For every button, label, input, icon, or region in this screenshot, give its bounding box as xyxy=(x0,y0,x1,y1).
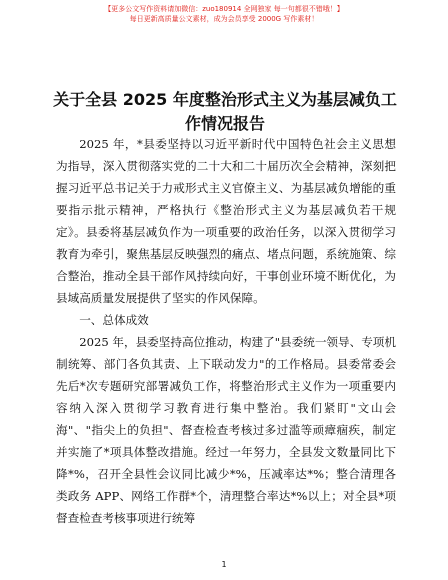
results-paragraph: 2025 年，县委坚持高位推动，构建了"县委统一领导、专项机制统筹、部门各负其责、上下联动发力"的工作格局。县委常委会先后*次专题研究部署减负工作，将整治形式主义作为一项重要内容纳入深入贯彻学习教育进行集中整治。我们紧盯"文山会海"、"指尖上的负担"、督查检查考核过多过滥等顽瘴痼疾，制定并实施了*项具体整改措施。经过一年努力，全县发文数量同比下降*%，召开全县性会议同比减少*%，压减率达*%；整合清理各类政务 APP、网络工作群*个，清理整合率达*%以上；对全县*项督查检查考核事项进行统筹 xyxy=(56,335,396,525)
intro-paragraph: 2025 年，*县委坚持以习近平新时代中国特色社会主义思想为指导，深入贯彻落实党的二十大和二十届历次全会精神，深刻把握习近平总书记关于力戒形式主义官僚主义、为基层减负增能的重要指示批示精神，严格执行《整治形式主义为基层减负若干规定》。县委将基层减负作为一项重要的政治任务，以深入贯彻学习教育为牵引，聚焦基层反映强烈的痛点、堵点问题，系统施策、综合整治，推动全县干部作风持续向好，干事创业环境不断优化，为县域高质量发展提供了坚实的作风保障。 xyxy=(56,137,396,305)
promo-banner xyxy=(0,4,448,24)
section-heading-overall-results: 一、总体成效 xyxy=(79,313,149,327)
document-body xyxy=(56,133,396,529)
page-number: 1 xyxy=(221,560,227,569)
document-title xyxy=(40,88,410,136)
document-title-line-2: 作情况报告 xyxy=(184,114,265,133)
promo-banner-line-1: 【更多公文写作资料请加微信：zuo180914 全网独家 每一句都很不错哦！】 xyxy=(104,5,344,13)
promo-banner-line-2: 每日更新高质量公文素材，成为会员享受 2000G 写作素材！ xyxy=(129,15,319,23)
document-title-line-1: 关于全县 2025 年度整治形式主义为基层减负工 xyxy=(53,90,397,109)
